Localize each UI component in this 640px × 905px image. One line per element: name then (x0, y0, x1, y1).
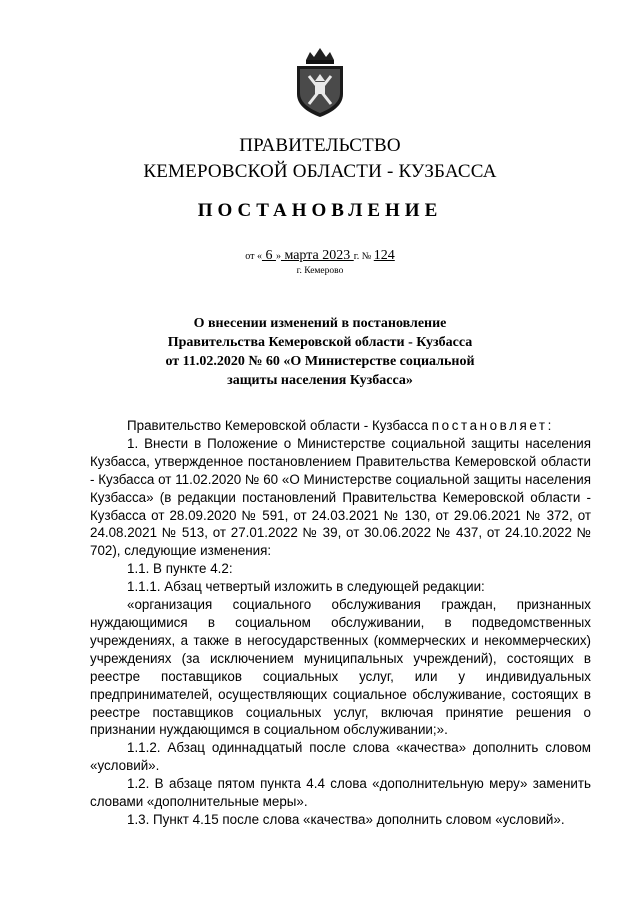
number-sign: № (359, 251, 374, 262)
government-name-line1: ПРАВИТЕЛЬСТВО (239, 135, 401, 156)
body-paragraph: 1.1. В пункте 4.2: (127, 561, 233, 577)
body-paragraph: «организация социального обслуживания граждан, признанных нуждающимися в социальном обслуживании, в подведомственных учреждениях, а также в негосударственных (коммерческих и некоммерческих) учреждениях (за исключением муниципальных учреждений), состоящих в реестре поставщиков социальных услуг, или у индивидуальных предпринимателей, осуществляющих социальное обслуживание, состоящих в реестре поставщиков социальных услуг, включая принятие решения о признании нуждающимся в социальном обслуживании;». (90, 597, 591, 738)
body-paragraph: 1.2. В абзаце пятом пункта 4.4 слова «дополнительную меру» заменить словами «дополнительные меры». (90, 776, 591, 810)
date-year-suffix: г. (353, 251, 360, 262)
preamble-paragraph (90, 417, 591, 435)
preamble-text: Правительство Кемеровской области - Кузбасса (127, 418, 432, 433)
body-paragraph: 1.1.2. Абзац одиннадцатый после слова «качества» дополнить словом «условий». (90, 740, 591, 774)
government-name-line2: КЕМЕРОВСКОЙ ОБЛАСТИ - КУЗБАССА (143, 161, 497, 182)
date-prefix: от « (245, 251, 262, 262)
document-city: г. Кемерово (296, 266, 344, 276)
subject-line: защиты населения Кузбасса» (227, 373, 413, 388)
document-type-title: ПОСТАНОВЛЕНИЕ (197, 200, 443, 221)
document-number: 124 (373, 248, 395, 263)
document-dateline (0, 248, 640, 264)
date-month-year: марта 2023 (280, 248, 354, 263)
subject-line: О внесении изменений в постановление (193, 316, 447, 331)
document-body (90, 417, 591, 829)
document-subject (150, 314, 490, 390)
body-paragraph: 1. Внести в Положение о Министерстве социальной защиты населения Кузбасса, утвержденное постановлением Правительства Кемеровской области - Кузбасса от 11.02.2020 № 60 «О Министерстве социальной защиты населения Кузбасса» (в редакции постановлений Правительства Кемеровской области - Кузбасса от 28.09.2020 № 591, от 24.03.2021 № 130, от 29.06.2021 № 372, от 24.08.2021 № 513, от 27.01.2022 № 39, от 30.06.2022 № 437, от 24.10.2022 № 702), следующие изменения: (90, 435, 591, 559)
body-paragraph: 1.1.1. Абзац четвертый изложить в следующей редакции: (127, 579, 485, 595)
date-day: 6 (261, 248, 276, 263)
subject-line: Правительства Кемеровской области - Кузбасса (167, 335, 473, 350)
date-quote-close: » (275, 251, 281, 262)
subject-line: от 11.02.2020 № 60 «О Министерстве социальной (165, 354, 475, 369)
preamble-resolves: постановляет: (431, 418, 554, 433)
kemerovo-coat-of-arms-icon (293, 46, 347, 118)
body-paragraph: 1.3. Пункт 4.15 после слова «качества» дополнить словом «условий». (127, 811, 565, 827)
